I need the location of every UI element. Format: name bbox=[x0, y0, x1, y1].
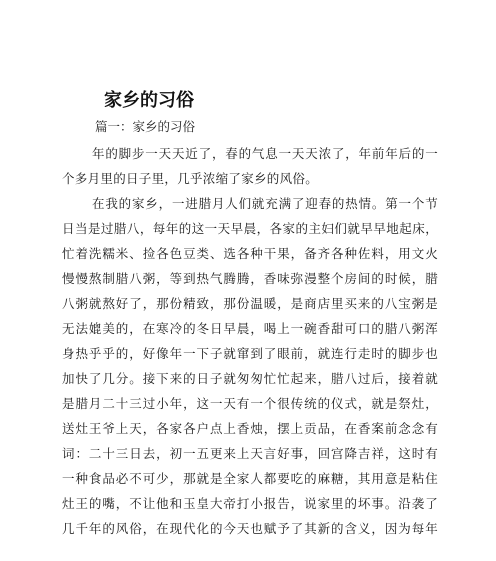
paragraph-1 bbox=[62, 141, 438, 191]
text-line: 慢慢熬制腊八粥，等到热气腾腾，香味弥漫整个房间的时候，腊 bbox=[62, 271, 438, 286]
text-line: 一种食品必不可少，那就是全家人都要吃的麻糖，其用意是粘住 bbox=[62, 471, 438, 486]
text-line: 无法媲美的，在寒冷的冬日早晨，喝上一碗香甜可口的腊八粥浑 bbox=[62, 321, 438, 336]
text-line: 身热乎乎的，好像年一下子就窜到了眼前，就连行走时的脚步也 bbox=[62, 346, 438, 361]
text-line: 加快了几分。接下来的日子就匆匆忙忙起来，腊八过后，接着就 bbox=[62, 371, 438, 386]
text-line: 在我的家乡，一进腊月人们就充满了迎春的热情。第一个节 bbox=[92, 196, 438, 211]
text-line: 八粥就熬好了，那份精致，那份温暖，是商店里买来的八宝粥是 bbox=[62, 296, 438, 311]
body-text bbox=[62, 141, 438, 541]
text-line: 词：二十三日去，初一五更来上天言好事，回宫降吉祥，这时有 bbox=[62, 446, 438, 461]
paragraph-2 bbox=[62, 191, 438, 541]
text-line: 忙着洗糯米、捡各色豆类、选各种干果，备齐各种佐料，用文火 bbox=[62, 246, 438, 261]
text-line: 几千年的风俗，在现代化的今天也赋予了其新的含义，因为每年 bbox=[62, 521, 438, 536]
text-line: 送灶王爷上天，各家各户点上香烛，摆上贡品，在香案前念念有 bbox=[62, 421, 438, 436]
text-line: 年的脚步一天天近了，春的气息一天天浓了，年前年后的一 bbox=[92, 146, 438, 161]
document-title: 家乡的习俗 bbox=[104, 90, 194, 111]
text-line: 日当是过腊八，每年的这一天早晨，各家的主妇们就早早地起床， bbox=[62, 221, 438, 236]
text-line: 是腊月二十三过小年，这一天有一个很传统的仪式，就是祭灶， bbox=[62, 396, 438, 411]
text-line: 灶王的嘴，不让他和玉皇大帝打小报告，说家里的坏事。沿袭了 bbox=[62, 496, 438, 511]
section-subtitle: 篇一：家乡的习俗 bbox=[95, 119, 196, 134]
text-line: 个多月里的日子里，几乎浓缩了家乡的风俗。 bbox=[62, 171, 319, 186]
